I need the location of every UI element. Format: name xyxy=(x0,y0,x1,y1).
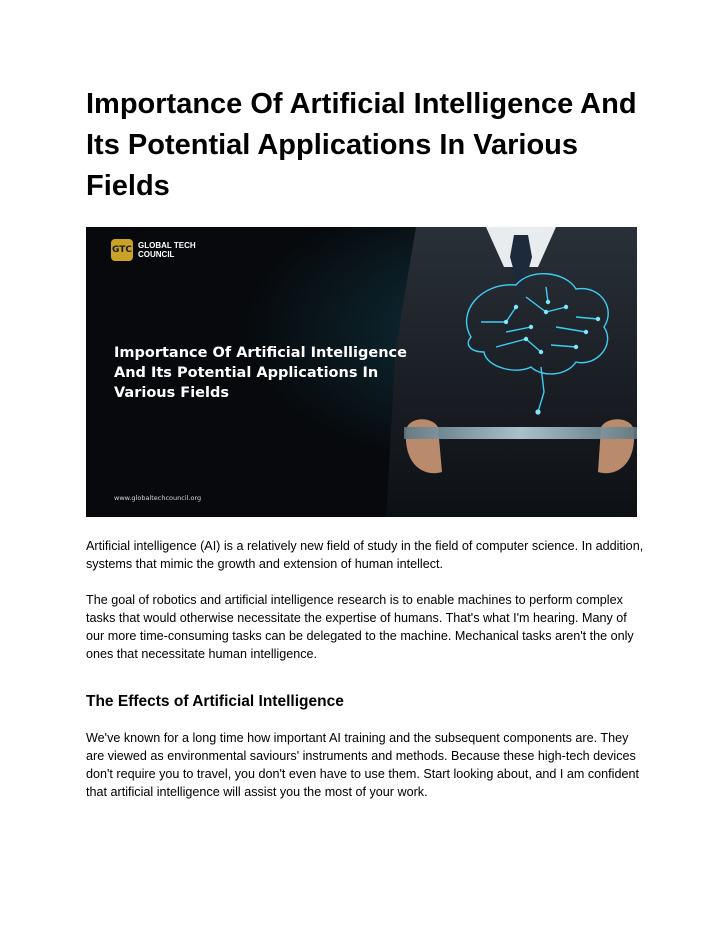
document-title: Importance Of Artificial Intelligence And Its Potential Applications In Various Fields xyxy=(86,88,637,202)
global-tech-council-logo xyxy=(111,239,218,261)
hero-headline: Importance Of Artificial Intelligence And Its Potential Applications In Various Fields xyxy=(114,345,407,401)
hero-url: www.globaltechcouncil.org xyxy=(114,494,202,502)
logo-text: GLOBAL TECH COUNCIL xyxy=(138,241,196,259)
logo-mark-icon: GTC xyxy=(111,239,133,261)
section-heading: The Effects of Artificial Intelligence xyxy=(86,693,344,710)
intro-paragraph-1: Artificial intelligence (AI) is a relatively new field of study in the field of computer science. In addition, systems that mimic the growth and extension of human intellect. xyxy=(86,539,644,571)
hero-image xyxy=(86,227,637,517)
section-paragraph: We've known for a long time how important AI training and the subsequent components are. They are viewed as environmental saviours' instruments and methods. Because these high-tech devices don't require you to travel, you don't even have to use them. Start looking about, and I am confident that artificial intelligence will assist you the most of your work. xyxy=(86,731,639,799)
tablet-shape xyxy=(404,427,637,439)
intro-paragraph-2: The goal of robotics and artificial intelligence research is to enable machines to perform complex tasks that would otherwise necessitate the expertise of humans. That's what I'm hearing. Many of our more time-consuming tasks can be delegated to the machine. Mechanical tasks aren't the only ones that necessitate human intelligence. xyxy=(86,593,634,661)
